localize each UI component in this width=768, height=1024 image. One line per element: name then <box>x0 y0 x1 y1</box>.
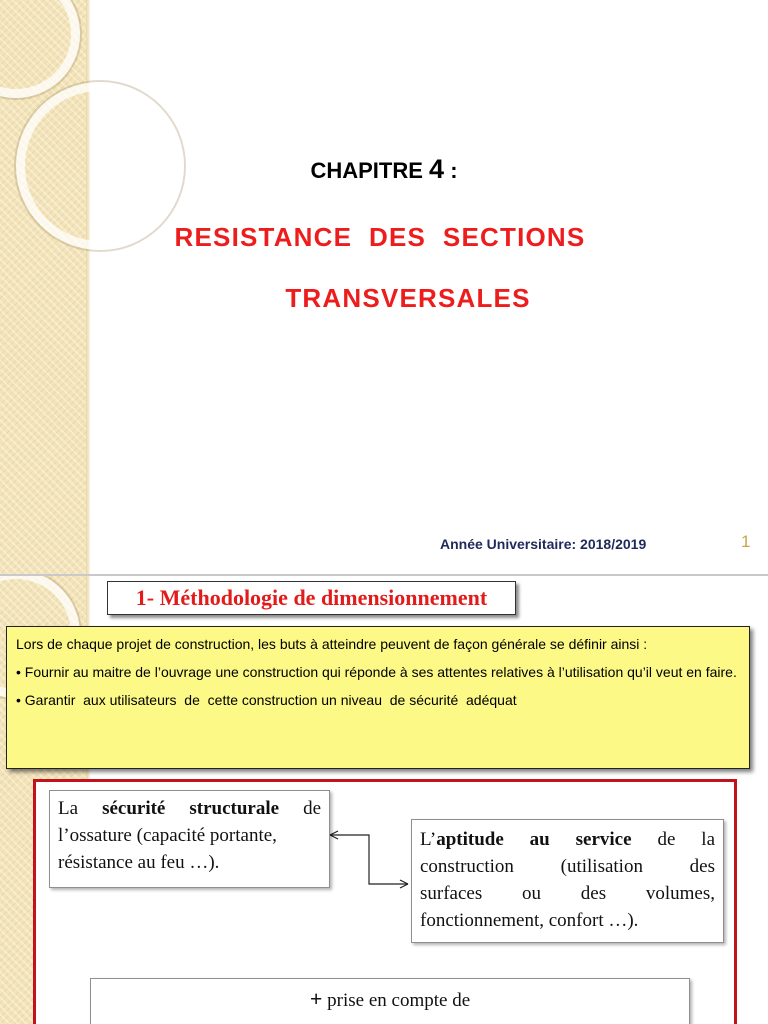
chapter-label: CHAPITRE <box>310 158 423 183</box>
slide-2 <box>0 576 768 1024</box>
box-suffix: de <box>303 798 322 819</box>
serviceability-box <box>411 819 724 943</box>
section-title: 1- Méthodologie de dimensionnement <box>107 581 516 615</box>
title-line-1: RESISTANCE DES SECTIONS <box>174 222 586 252</box>
plus-sign: + <box>309 986 323 1011</box>
box-prefix: L’ <box>420 829 437 850</box>
consideration-box <box>90 978 690 1024</box>
structural-safety-box <box>49 790 330 888</box>
box-prefix: La <box>58 798 79 819</box>
intro-text: Lors de chaque projet de construction, les buts à atteindre peuvent de façon générale se définir ainsi : <box>16 636 648 652</box>
chapter-heading <box>0 154 768 185</box>
box-line: prise en compte de <box>327 990 471 1011</box>
box-keyword: aptitude au service <box>436 829 632 850</box>
diagram-frame <box>33 779 737 1024</box>
bullet-item: • Fournir au maitre de l’ouvrage une construction qui réponde à ses attentes relatives à l’utilisation qu’il veut en faire. <box>16 664 737 680</box>
box-line: construction (utilisation des <box>420 856 715 877</box>
box-line: surfaces ou des volumes, <box>420 883 715 904</box>
box-line: résistance au feu …). <box>58 852 220 873</box>
box-keyword: sécurité structurale <box>102 798 280 819</box>
page-number: 1 <box>741 532 751 551</box>
chapter-colon: : <box>450 158 458 183</box>
objectives-box <box>6 626 750 769</box>
academic-year: Année Universitaire: 2018/2019 <box>440 536 647 552</box>
box-line: fonctionnement, confort …). <box>420 910 639 931</box>
title-line-2: TRANSVERSALES <box>285 283 531 313</box>
box-line: l’ossature (capacité portante, <box>58 825 277 846</box>
bullet-item: • Garantir aux utilisateurs de cette construction un niveau de sécurité adéquat <box>16 692 517 708</box>
box-suffix: de la <box>657 829 715 850</box>
chapter-number: 4 <box>429 154 445 184</box>
